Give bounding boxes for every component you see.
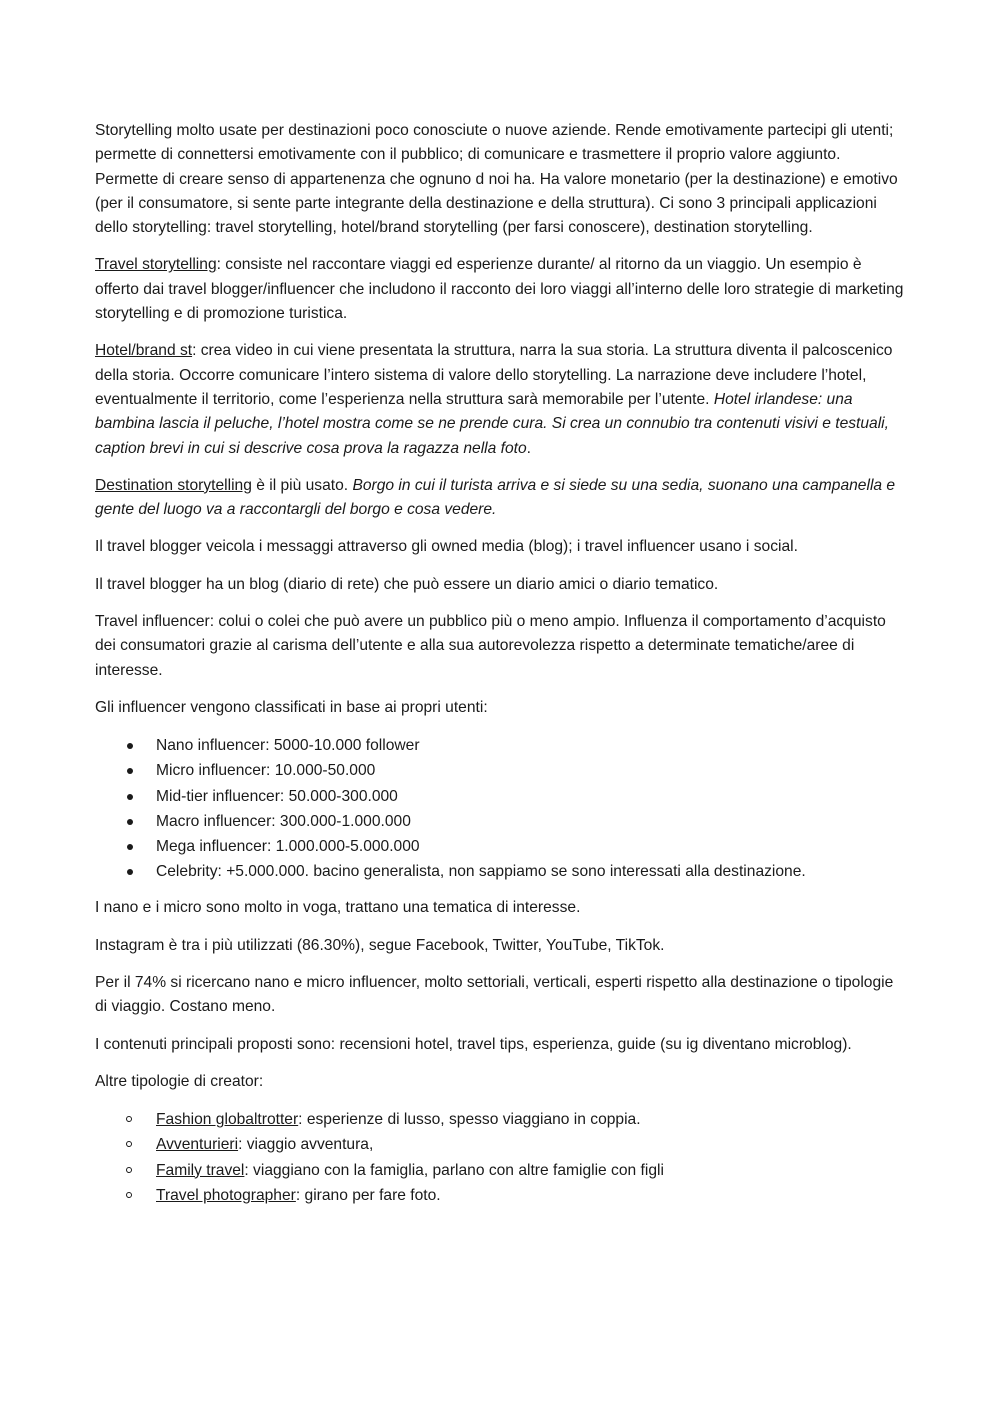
influencer-definition-paragraph: Travel influencer: colui o colei che può avere un pubblico più o meno ampio. Influenza il comportamento d’acquisto dei consumatori grazie al carisma dell’utente e alla sua autorevolezza rispetto a determinate tematiche/aree di interesse. bbox=[95, 613, 886, 679]
destination-paragraph bbox=[95, 474, 907, 523]
list-item: Nano influencer: 5000-10.000 follower bbox=[95, 733, 907, 758]
nano-micro-paragraph: I nano e i micro sono molto in voga, trattano una tematica di interesse. bbox=[95, 899, 581, 917]
creator-text: : esperienze di lusso, spesso viaggiano in coppia. bbox=[298, 1111, 641, 1129]
list-item: Macro influencer: 300.000-1.000.000 bbox=[95, 809, 907, 834]
creator-text: : girano per fare foto. bbox=[295, 1186, 441, 1204]
destination-example: Borgo in cui il turista arriva e si siede su una sedia, suonano una campanella e gente del luogo va a raccontargli del borgo e cosa vedere. bbox=[95, 476, 896, 519]
travel-storytelling-term: Travel storytelling bbox=[95, 256, 217, 274]
list-item bbox=[95, 1132, 907, 1157]
creator-term: Avventurieri bbox=[156, 1136, 239, 1154]
hotel-brand-paragraph bbox=[95, 339, 907, 460]
hotel-brand-end: . bbox=[526, 439, 531, 457]
destination-text: è il più usato. bbox=[251, 476, 353, 494]
list-item: Mid-tier influencer: 50.000-300.000 bbox=[95, 784, 907, 809]
classification-intro: Gli influencer vengono classificati in base ai propri utenti: bbox=[95, 698, 488, 716]
creator-text: : viaggio avventura, bbox=[238, 1136, 374, 1154]
contents-paragraph: I contenuti principali proposti sono: recensioni hotel, travel tips, esperienza, guide (su ig diventano microblog). bbox=[95, 1035, 852, 1053]
intro-paragraph: Storytelling molto usate per destinazioni poco conosciute o nuove aziende. Rende emotivamente partecipi gli utenti; permette di connettersi emotivamente con il pubblico; di comunicare e trasmettere il proprio valore aggiunto. Permette di creare senso di appartenenza che ognuno d noi ha. Ha valore monetario (per la destinazione) e emotivo (per il consumatore, si sente parte integrante della destinazione e della struttura). Ci sono 3 principali applicazioni dello storytelling: travel storytelling, hotel/brand storytelling (per farsi conoscere), destination storytelling. bbox=[95, 122, 898, 237]
list-item: Mega influencer: 1.000.000-5.000.000 bbox=[95, 834, 907, 859]
creator-text: : viaggiano con la famiglia, parlano con altre famiglie con figli bbox=[244, 1161, 664, 1179]
travel-storytelling-paragraph bbox=[95, 253, 907, 326]
creators-intro: Altre tipologie di creator: bbox=[95, 1072, 264, 1090]
list-item: Micro influencer: 10.000-50.000 bbox=[95, 758, 907, 783]
list-item bbox=[95, 1183, 907, 1208]
hotel-brand-text: : crea video in cui viene presentata la struttura, narra la sua storia. La struttura diventa il palcoscenico della storia. Occorre comunicare l’intero sistema di valore dello storytelling. La narrazione deve includere l’hotel, eventualmente il territorio, come l’esperienza nella struttura sarà memorabile per l’utente. bbox=[95, 342, 893, 408]
document-page bbox=[95, 119, 907, 1220]
instagram-paragraph: Instagram è tra i più utilizzati (86.30%), segue Facebook, Twitter, YouTube, TikTok. bbox=[95, 936, 665, 954]
creator-term: Family travel bbox=[156, 1161, 245, 1179]
creator-term: Travel photographer bbox=[156, 1186, 296, 1204]
creator-type-list bbox=[95, 1107, 907, 1208]
travel-storytelling-text: : consiste nel raccontare viaggi ed esperienze durante/ al ritorno da un viaggio. Un esempio è offerto dai travel blogger/influencer che includono il racconto dei loro viaggi all’interno delle loro strategie di marketing storytelling e di promozione turistica. bbox=[95, 256, 904, 323]
blogger-blog-paragraph: Il travel blogger ha un blog (diario di rete) che può essere un diario amici o diario tematico. bbox=[95, 575, 719, 593]
destination-term: Destination storytelling bbox=[95, 476, 252, 494]
influencer-tier-list bbox=[95, 733, 907, 884]
hotel-brand-example: Hotel irlandese: una bambina lascia il peluche, l’hotel mostra come se ne prende cura. Si crea un connubio tra contenuti visivi e testuali, caption brevi in cui si descrive cosa prova la ragazza nella foto bbox=[95, 390, 889, 457]
list-item: Celebrity: +5.000.000. bacino generalista, non sappiamo se sono interessati alla destinazione. bbox=[95, 859, 907, 884]
hotel-brand-term: Hotel/brand st bbox=[95, 342, 193, 360]
percentage-paragraph: Per il 74% si ricercano nano e micro influencer, molto settoriali, verticali, esperti rispetto alla destinazione o tipologie di viaggio. Costano meno. bbox=[95, 974, 894, 1016]
creator-term: Fashion globaltrotter bbox=[156, 1111, 299, 1129]
list-item bbox=[95, 1107, 907, 1132]
list-item bbox=[95, 1158, 907, 1183]
blogger-media-paragraph: Il travel blogger veicola i messaggi attraverso gli owned media (blog); i travel influencer usano i social. bbox=[95, 538, 798, 556]
